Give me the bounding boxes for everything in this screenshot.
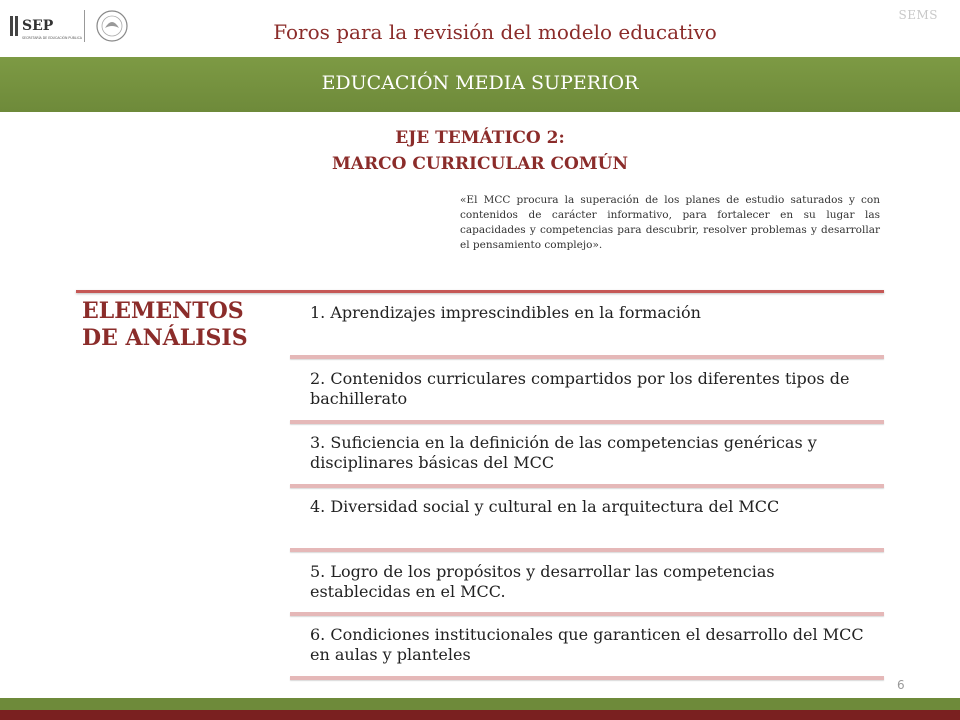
elements-heading [82, 298, 292, 352]
list-item: 1. Aprendizajes imprescindibles en la formación [310, 303, 701, 322]
mcc-quote: «El MCC procura la superación de los planes de estudio saturados y con contenidos de carácter informativo, para fortalecer en su lugar las capacidades y competencias para descubrir, resolver problemas y desarrollar el pensamiento complejo». [460, 194, 880, 251]
list-item: 2. Contenidos curriculares compartidos por los diferentes tipos de bachillerato [310, 369, 850, 408]
list-item: 5. Logro de los propósitos y desarrollar las competencias establecidas en el MCC. [310, 562, 775, 601]
list-item: 4. Diversidad social y cultural en la arquitectura del MCC [310, 497, 780, 516]
list-separator [290, 676, 884, 680]
elements-heading-line2: DE ANÁLISIS [82, 325, 248, 351]
footer-band-red [0, 710, 960, 720]
list-item: 6. Condiciones institucionales que garanticen el desarrollo del MCC en aulas y planteles [310, 625, 864, 664]
footer-band-green [0, 698, 960, 710]
list-separator [290, 355, 884, 359]
axis-title: EJE TEMÁTICO 2: [395, 128, 565, 148]
page-number: 6 [897, 678, 905, 692]
list-separator [290, 548, 884, 552]
section-tag: SEMS [898, 8, 938, 22]
list-item: 3. Suficiencia en la definición de las competencias genéricas y disciplinares básicas del MCC [310, 433, 817, 472]
banner-title: EDUCACIÓN MEDIA SUPERIOR [321, 72, 639, 94]
axis-subtitle: MARCO CURRICULAR COMÚN [331, 154, 629, 174]
list-separator [290, 420, 884, 424]
logo-text: SEP [22, 18, 54, 34]
forum-title: Foros para la revisión del modelo educativo [273, 20, 717, 44]
elements-heading-line1: ELEMENTOS [82, 298, 244, 324]
logo-subtext: SECRETARÍA DE EDUCACIÓN PÚBLICA [22, 36, 82, 40]
list-separator [290, 612, 884, 616]
list-separator [290, 484, 884, 488]
list-top-rule [76, 290, 884, 293]
